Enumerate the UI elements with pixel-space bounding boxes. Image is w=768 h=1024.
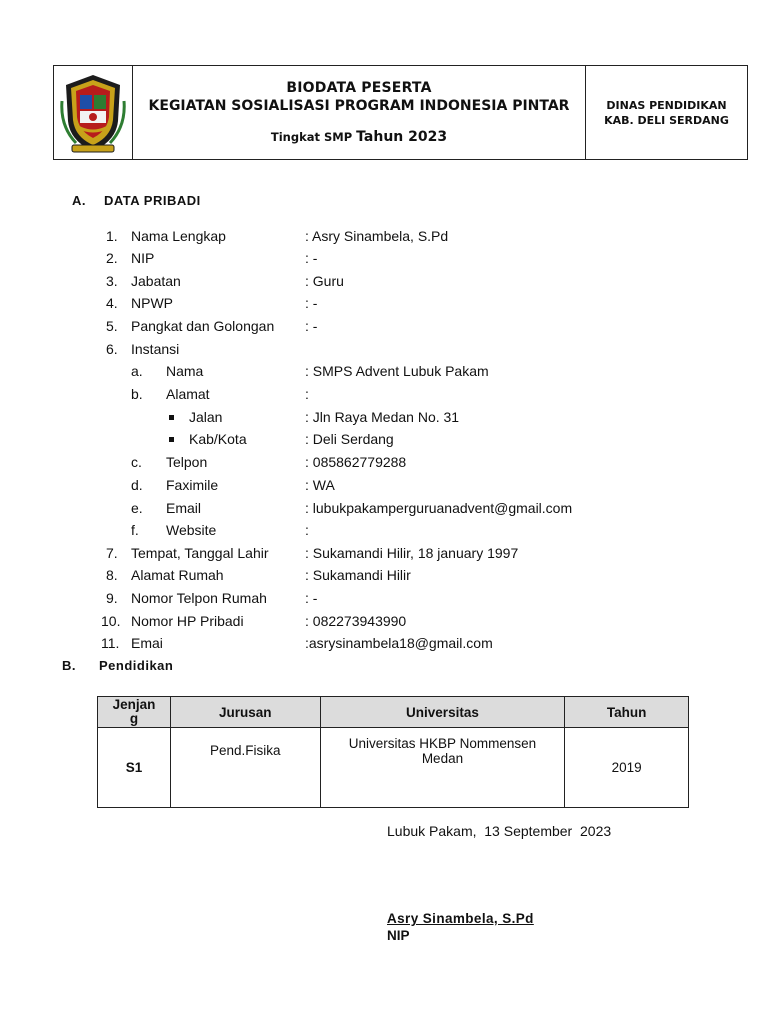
level-label: Tingkat SMP xyxy=(270,130,353,144)
item-label: NPWP xyxy=(131,295,173,311)
cell-universitas: Universitas HKBP Nommensen Medan xyxy=(320,728,565,808)
section-letter: A. xyxy=(72,193,86,208)
item-number: 1. xyxy=(106,228,118,244)
document-title: BIODATA PESERTA xyxy=(286,80,432,96)
emblem-logo xyxy=(54,66,133,159)
item-number: 2. xyxy=(106,250,118,266)
item-value: : - xyxy=(305,250,318,266)
header-title-block xyxy=(133,66,586,159)
bullet-icon xyxy=(169,437,174,442)
sub-item-value: : xyxy=(305,386,309,402)
sub-item-label: Telpon xyxy=(166,454,208,470)
item-number: 7. xyxy=(106,545,118,561)
table-header-row xyxy=(98,697,689,728)
item-value: : - xyxy=(305,295,318,311)
sub-item-label: Faximile xyxy=(166,477,219,493)
item-number: 5. xyxy=(106,318,118,334)
sub-item-value: : WA xyxy=(305,477,335,493)
year-label: Tahun 2023 xyxy=(356,129,448,145)
column-header-jenjang xyxy=(98,697,171,728)
item-number: 11. xyxy=(101,635,120,651)
cell-jurusan: Pend.Fisika xyxy=(170,728,320,808)
item-label: Jabatan xyxy=(131,273,181,289)
address-value: : Deli Serdang xyxy=(305,431,394,447)
sub-item-label: Nama xyxy=(166,363,204,379)
item-value: : Asry Sinambela, S.Pd xyxy=(305,228,449,244)
item-number: 4. xyxy=(106,295,118,311)
sub-item-label: Email xyxy=(166,500,202,516)
sub-item-label: Website xyxy=(166,522,217,538)
document-header xyxy=(53,65,748,160)
sub-item-letter: a. xyxy=(131,363,143,379)
sub-item-label: Alamat xyxy=(166,386,210,402)
item-label: Pangkat dan Golongan xyxy=(131,318,275,334)
sub-item-value: : SMPS Advent Lubuk Pakam xyxy=(305,363,489,379)
sub-item-letter: f. xyxy=(131,522,139,538)
item-label: Emai xyxy=(131,635,163,651)
bullet-icon xyxy=(169,415,174,420)
header-text: Jenjan xyxy=(112,697,156,712)
item-label: NIP xyxy=(131,250,155,266)
section-title: Pendidikan xyxy=(99,658,174,673)
header-text: g xyxy=(129,711,139,726)
signatory-nip: NIP xyxy=(387,928,410,943)
item-label: Nama Lengkap xyxy=(131,228,226,244)
deli-serdang-emblem-icon xyxy=(58,71,128,155)
item-number: 6. xyxy=(106,341,118,357)
item-value: :asrysinambela18@gmail.com xyxy=(305,635,493,651)
address-label: Jalan xyxy=(189,409,223,425)
table-row xyxy=(98,728,689,808)
item-number: 9. xyxy=(106,590,118,606)
place-date: Lubuk Pakam, 13 September 2023 xyxy=(387,823,612,839)
item-value: : Sukamandi Hilir, 18 january 1997 xyxy=(305,545,519,561)
item-label: Tempat, Tanggal Lahir xyxy=(131,545,269,561)
item-label: Instansi xyxy=(131,341,180,357)
sub-item-value: : xyxy=(305,522,309,538)
item-value: : Sukamandi Hilir xyxy=(305,567,411,583)
sub-item-value: : 085862779288 xyxy=(305,454,407,470)
address-label: Kab/Kota xyxy=(189,431,247,447)
education-table xyxy=(97,696,689,808)
column-header-tahun: Tahun xyxy=(565,697,689,728)
item-value: : - xyxy=(305,318,318,334)
item-value: : Guru xyxy=(305,273,344,289)
item-number: 10. xyxy=(101,613,121,629)
item-label: Nomor HP Pribadi xyxy=(131,613,244,629)
level-year xyxy=(133,129,585,145)
address-value: : Jln Raya Medan No. 31 xyxy=(305,409,460,425)
item-label: Nomor Telpon Rumah xyxy=(131,590,267,606)
signatory-name: Asry Sinambela, S.Pd xyxy=(387,911,534,926)
item-number: 3. xyxy=(106,273,118,289)
column-header-universitas: Universitas xyxy=(320,697,565,728)
column-header-jurusan: Jurusan xyxy=(170,697,320,728)
event-title: KEGIATAN SOSIALISASI PROGRAM INDONESIA PINTAR xyxy=(148,98,570,114)
item-label: Alamat Rumah xyxy=(131,567,224,583)
organization-line2: KAB. DELI SERDANG xyxy=(604,113,729,127)
item-value: : - xyxy=(305,590,318,606)
section-title: DATA PRIBADI xyxy=(104,193,201,208)
organization-line1: DINAS PENDIDIKAN xyxy=(606,98,727,112)
organization-block xyxy=(586,66,747,159)
section-letter: B. xyxy=(62,658,76,673)
sub-item-letter: b. xyxy=(131,386,143,402)
sub-item-letter: e. xyxy=(131,500,143,516)
cell-tahun: 2019 xyxy=(565,728,689,808)
item-number: 8. xyxy=(106,567,118,583)
item-value: : 082273943990 xyxy=(305,613,407,629)
sub-item-letter: c. xyxy=(131,454,142,470)
sub-item-value: : lubukpakamperguruanadvent@gmail.com xyxy=(305,500,573,516)
sub-item-letter: d. xyxy=(131,477,143,493)
cell-jenjang: S1 xyxy=(98,728,171,808)
